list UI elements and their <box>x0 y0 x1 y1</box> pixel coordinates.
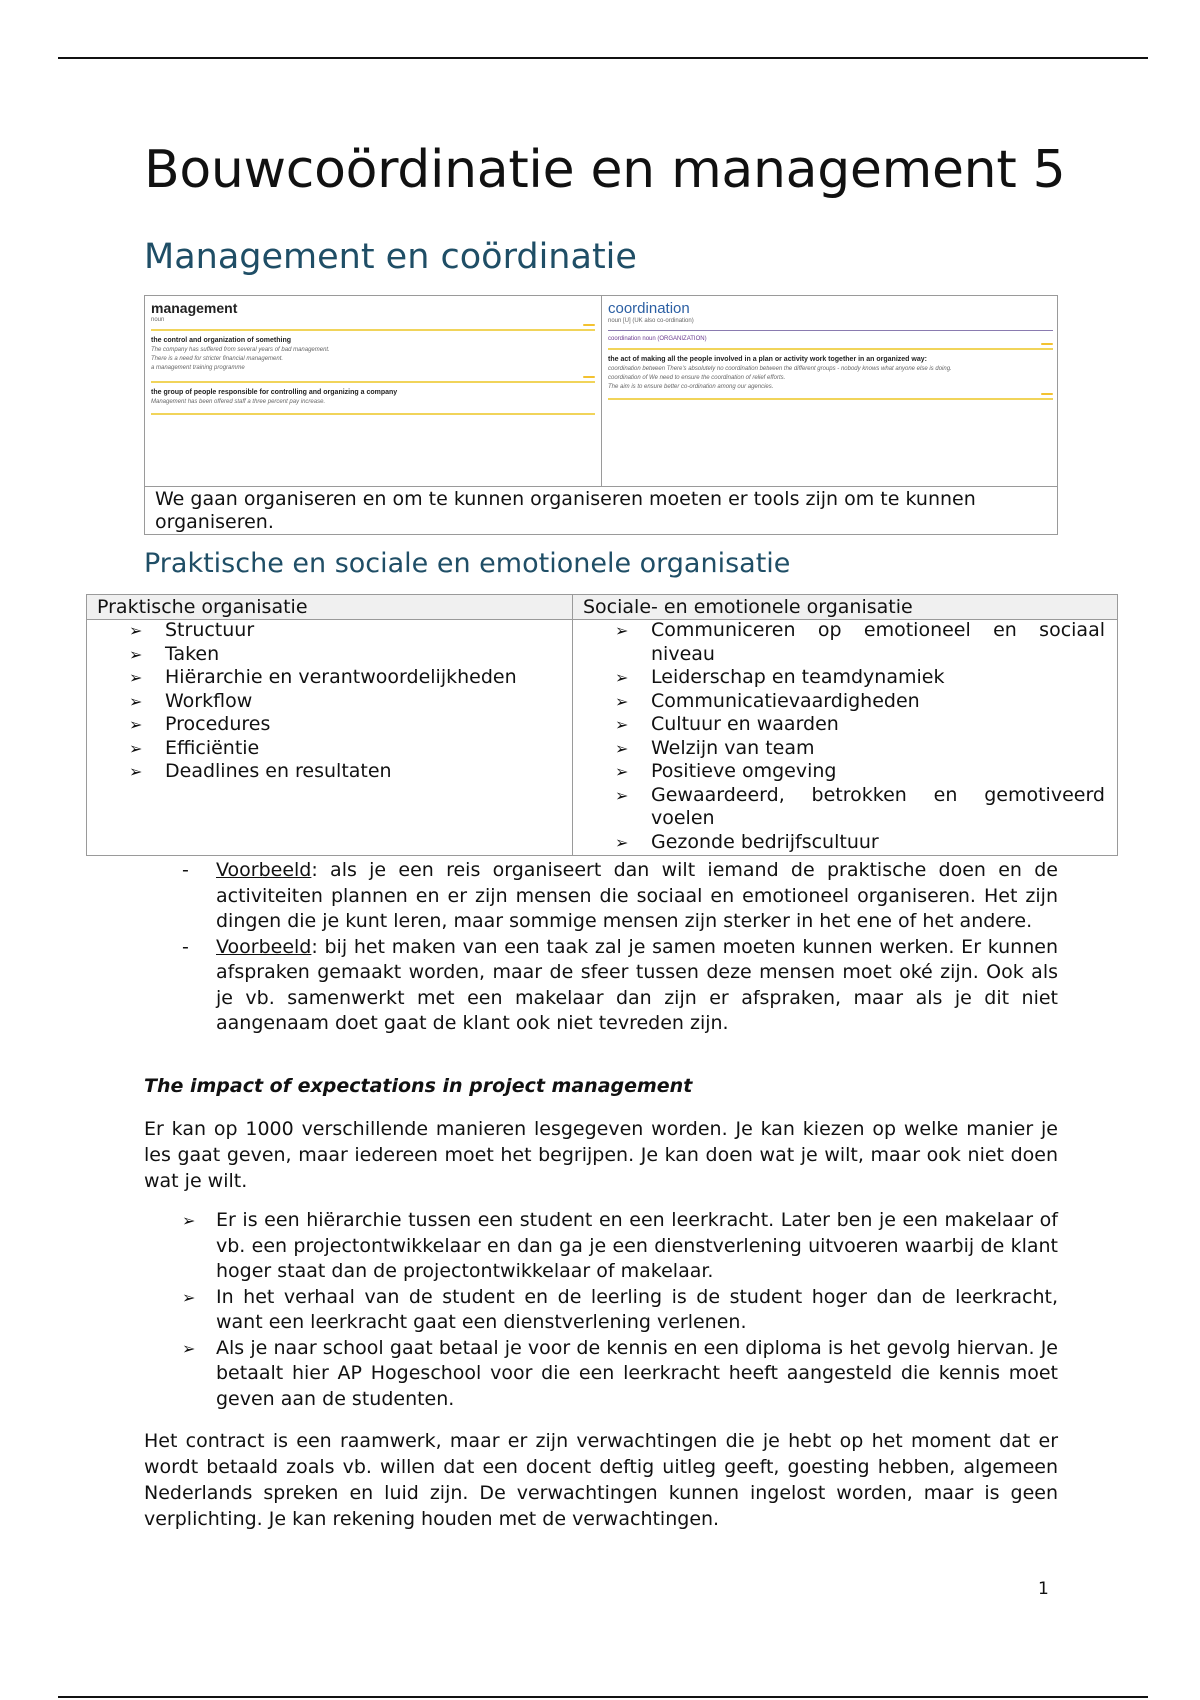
dict-pron-management: noun <box>151 317 165 323</box>
list-item: ➢ Communicatievaardigheden <box>615 690 1105 714</box>
dictionary-entry-management <box>145 296 602 486</box>
list-item: ➢ Positieve omgeving <box>615 760 1105 784</box>
practical-list <box>129 619 549 784</box>
section-heading-management: Management en coördinatie <box>144 237 637 277</box>
list-item: ➢ Als je naar school gaat betaal je voor de kennis en een diploma is het gevolg hiervan. Je betaalt hier AP Hogeschool voor die een leerkracht heeft aangesteld die kennis moet geven aan de studenten. <box>144 1336 1058 1413</box>
list-item: ➢ Cultuur en waarden <box>615 713 1105 737</box>
page-title: Bouwcoördinatie en management 5 <box>144 140 1066 200</box>
dict-label-coordination: coordination noun (ORGANIZATION) <box>608 336 707 342</box>
dict-example: The aim is to ensure better co-ordination among our agencies. <box>608 384 774 390</box>
footer-rule <box>58 1696 1148 1698</box>
comparison-table <box>86 594 1118 856</box>
expectations-bullets <box>144 1208 1058 1412</box>
list-item: ➢ Welzijn van team <box>615 737 1105 761</box>
list-item: ➢ Er is een hiërarchie tussen een student en een leerkracht. Later ben je een makelaar of vb. een projectontwikkelaar en dan ga je een dienstverlening uitvoeren waarbij de klant hoger staat dan de projectontwikkelaar of makelaar. <box>144 1208 1058 1285</box>
examples-list <box>144 858 1058 1037</box>
list-item: ➢ Hiërarchie en verantwoordelijkheden <box>129 666 549 690</box>
table-header-social: Sociale- en emotionele organisatie <box>583 596 913 618</box>
dict-def-management-1: the control and organization of something <box>151 337 291 344</box>
header-rule <box>58 57 1148 59</box>
example-item <box>144 858 1058 935</box>
paragraph: Er kan op 1000 verschillende manieren lesgegeven worden. Je kan kiezen op welke manier je les gaat geven, maar iedereen moet het begrijpen. Je kan doen wat je wilt, maar ook niet doen wat je wilt. <box>144 1118 1058 1192</box>
dict-def-coordination: the act of making all the people involved in a plan or activity work together in an organized way: <box>608 356 927 363</box>
example-label: Voorbeeld <box>216 935 312 958</box>
list-item: ➢ Taken <box>129 643 549 667</box>
section-heading-organisatie: Praktische en sociale en emotionele organisatie <box>144 548 791 579</box>
example-text: : bij het maken van een taak zal je samen moeten kunnen werken. Er kunnen afspraken gemaakt worden, maar de sfeer tussen deze mensen moet oké zijn. Ook als je vb. samenwerkt met een makelaar dan zijn er afspraken, maar als je dit niet aangenaam doet gaat de klant ook niet tevreden zijn. <box>216 935 1058 1034</box>
dict-word-coordination: coordination <box>608 300 690 317</box>
dict-example: Management has been offered staff a three percent pay increase. <box>151 399 326 405</box>
list-item: ➢ Procedures <box>129 713 549 737</box>
dict-example: coordination between There's absolutely no coordination between the different groups - nobody knows what anyone else is doing. <box>608 366 952 372</box>
subheading-expectations: The impact of expectations in project management <box>144 1075 693 1097</box>
dictionary-entry-coordination <box>602 296 1059 486</box>
list-item: ➢ In het verhaal van de student en de leerling is de student hoger dan de leerkracht, want een leerkracht gaat een dienstverlening verlenen. <box>144 1285 1058 1336</box>
dictionary-box <box>144 295 1058 535</box>
dict-example: The company has suffered from several years of bad management. <box>151 347 330 353</box>
list-item: ➢ Efficiëntie <box>129 737 549 761</box>
list-item: ➢ Structuur <box>129 619 549 643</box>
dict-word-management: management <box>151 300 238 316</box>
list-item: ➢ Workflow <box>129 690 549 714</box>
dict-def-management-2: the group of people responsible for controlling and organizing a company <box>151 389 398 396</box>
list-item: ➢ Gewaardeerd, betrokken en gemotiveerd voelen <box>615 784 1105 831</box>
social-list <box>615 619 1105 854</box>
list-item: ➢ Leiderschap en teamdynamiek <box>615 666 1105 690</box>
list-item: ➢ Communiceren op emotioneel en sociaal niveau <box>615 619 1105 666</box>
example-label: Voorbeeld <box>216 859 312 881</box>
dict-pron-coordination: noun [U] (UK also co-ordination) <box>608 318 694 324</box>
table-header-practical: Praktische organisatie <box>97 596 308 618</box>
example-item <box>144 935 1058 1037</box>
dict-example: There is a need for stricter financial management. <box>151 356 284 362</box>
list-item: ➢ Gezonde bedrijfscultuur <box>615 831 1105 855</box>
list-item: ➢ Deadlines en resultaten <box>129 760 549 784</box>
example-text: : als je een reis organiseert dan wilt iemand de praktische doen en de activiteiten plannen en er zijn mensen die sociaal en emotioneel organiseren. Het zijn dingen die je kunt leren, maar sommige mensen zijn sterker in het ene of het andere. <box>216 859 1058 932</box>
dict-example: coordination of We need to ensure the coordination of relief efforts. <box>608 375 786 381</box>
paragraph: Het contract is een raamwerk, maar er zijn verwachtingen die je hebt op het moment dat er wordt betaald zoals vb. willen dat een docent deftig uitleg geeft, goesting hebben, algemeen Nederlands spreken en luid zijn. De verwachtingen kunnen ingelost worden, maar is geen verplichting. Je kan rekening houden met de verwachtingen. <box>144 1430 1058 1530</box>
dictionary-images-row <box>145 296 1057 487</box>
dictionary-caption: We gaan organiseren en om te kunnen organiseren moeten er tools zijn om te kunnen organiseren. <box>155 488 976 533</box>
page-number: 1 <box>1038 1579 1049 1599</box>
dict-example: a management training programme <box>151 365 245 371</box>
